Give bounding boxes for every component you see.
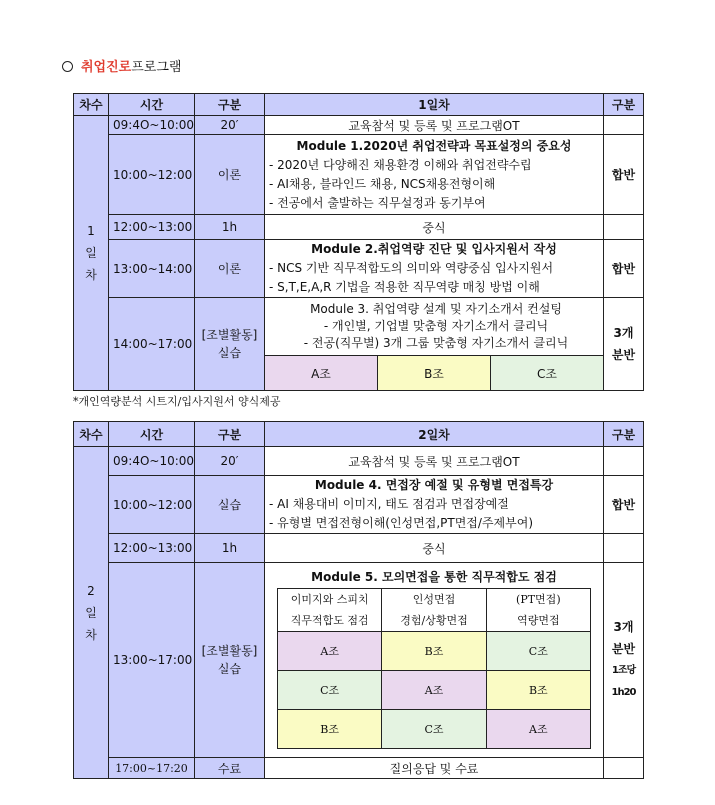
module-item: - AI채용, 블라인드 채용, NCS채용전형이해 xyxy=(269,176,496,191)
time-cell: 09:4O~10:00 xyxy=(109,447,195,476)
group-cell xyxy=(604,447,644,476)
table-row xyxy=(74,298,644,391)
mock-interview-table xyxy=(277,588,591,749)
title-highlight: 취업진로 xyxy=(81,60,132,75)
gubun-cell: 수료 xyxy=(195,758,265,779)
group-c-cell: C조 xyxy=(490,356,603,390)
gubun-cell: [조별활동] 실습 xyxy=(195,563,265,758)
group-cell: 합반 xyxy=(604,240,644,298)
group-b-cell: B조 xyxy=(377,356,490,390)
inner-head: 이미지와 스피치 직무적합도 점검 xyxy=(278,588,382,631)
gubun-cell: 20′ xyxy=(195,447,265,476)
table-row xyxy=(74,116,644,135)
col-group: 구분 xyxy=(604,94,644,116)
group-c-cell: C조 xyxy=(382,709,486,748)
gubun-cell: [조별활동] 실습 xyxy=(195,298,265,391)
time-cell: 12:00~13:00 xyxy=(109,534,195,563)
group-cell xyxy=(604,534,644,563)
table-row xyxy=(74,476,644,534)
day1-schedule-table xyxy=(73,93,644,391)
col-group: 구분 xyxy=(604,422,644,447)
day2-schedule-table xyxy=(73,421,644,779)
table-row xyxy=(74,240,644,298)
table-row xyxy=(74,534,644,563)
gubun-cell: 이론 xyxy=(195,135,265,215)
col-time: 시간 xyxy=(109,422,195,447)
gubun-cell: 실습 xyxy=(195,476,265,534)
group-c-cell: C조 xyxy=(278,670,382,709)
gubun-cell: 1h xyxy=(195,534,265,563)
time-cell: 10:00~12:00 xyxy=(109,476,195,534)
group-cell: 3개 분반 xyxy=(604,298,644,391)
module-heading: Module 1.2020년 취업전략과 목표설정의 중요성 xyxy=(296,138,572,153)
module-item: - 유형별 면접전형이해(인성면접,PT면접/주제부여) xyxy=(269,516,533,530)
title-rest: 프로그램 xyxy=(131,60,182,75)
table-row xyxy=(74,447,644,476)
group-cell: 3개 분반 1조당 1h20 xyxy=(604,563,644,758)
module-item: - NCS 기반 직무적합도의 의미와 역량중심 입사지원서 xyxy=(269,261,554,275)
group-b-cell: B조 xyxy=(486,670,590,709)
module-cell xyxy=(265,563,604,758)
footnote: *개인역량분석 시트지/입사지원서 양식제공 xyxy=(73,395,281,408)
table-row xyxy=(74,563,644,758)
time-cell: 10:00~12:00 xyxy=(109,135,195,215)
module-item: - 개인별, 기업별 맞춤형 자기소개서 클리닉 xyxy=(323,319,549,333)
col-day-title: 1일차 xyxy=(265,94,604,116)
module-cell xyxy=(265,135,604,215)
group-cell xyxy=(604,116,644,135)
module-item: - 전공(직무별) 3개 그룹 맞춤형 자기소개서 클리닉 xyxy=(303,336,569,350)
content-cell: 질의응답 및 수료 xyxy=(265,758,604,779)
group-cell xyxy=(604,758,644,779)
content-cell: 교육참석 및 등록 및 프로그램OT xyxy=(265,447,604,476)
module-cell xyxy=(265,298,604,391)
time-cell: 13:00~14:00 xyxy=(109,240,195,298)
module-item: - S,T,E,A,R 기법을 적용한 직무역량 매칭 방법 이해 xyxy=(269,280,540,294)
group-cell xyxy=(604,215,644,240)
inner-head: (PT면접) 역량면접 xyxy=(486,588,590,631)
col-chasu: 차수 xyxy=(74,422,109,447)
group-b-cell: B조 xyxy=(382,631,486,670)
table-row xyxy=(74,135,644,215)
module-item: - 2020년 다양해진 채용환경 이해와 취업전략수립 xyxy=(269,157,532,172)
inner-head: 인성면접 경험/상황면접 xyxy=(382,588,486,631)
inner-row xyxy=(278,670,591,709)
module-item: - AI 채용대비 이미지, 태도 점검과 면접장예절 xyxy=(269,497,509,511)
module-cell xyxy=(265,240,604,298)
module-heading: Module 4. 면접장 예절 및 유형별 면접특강 xyxy=(314,478,554,492)
table-row xyxy=(74,758,644,779)
gubun-cell: 1h xyxy=(195,215,265,240)
module-heading: Module 3. 취업역량 설계 및 자기소개서 컨설팅 xyxy=(310,302,562,316)
inner-header-row xyxy=(278,588,591,631)
circle-bullet-icon xyxy=(62,61,73,72)
inner-row xyxy=(278,709,591,748)
group-b-cell: B조 xyxy=(278,709,382,748)
group-cell: 합반 xyxy=(604,476,644,534)
time-cell: 12:00~13:00 xyxy=(109,215,195,240)
col-chasu: 차수 xyxy=(74,94,109,116)
group-a-cell: A조 xyxy=(265,356,377,390)
inner-row xyxy=(278,631,591,670)
table-header-row xyxy=(74,94,644,116)
gubun-cell: 이론 xyxy=(195,240,265,298)
module-item: - 전공에서 출발하는 직무설정과 동기부여 xyxy=(269,195,486,210)
chasu-cell: 1 일 차 xyxy=(74,116,109,391)
col-day-title: 2일차 xyxy=(265,422,604,447)
col-gubun: 구분 xyxy=(195,94,265,116)
group-a-cell: A조 xyxy=(382,670,486,709)
content-cell: 중식 xyxy=(265,215,604,240)
group-c-cell: C조 xyxy=(486,631,590,670)
content-cell: 교육참석 및 등록 및 프로그램OT xyxy=(265,116,604,135)
module-heading: Module 5. 모의면접을 통한 직무적합도 점검 xyxy=(311,569,557,584)
content-cell: 중식 xyxy=(265,534,604,563)
module-cell xyxy=(265,476,604,534)
time-cell: 17:00~17:20 xyxy=(109,758,195,779)
group-cell: 합반 xyxy=(604,135,644,215)
table-header-row xyxy=(74,422,644,447)
group-a-cell: A조 xyxy=(278,631,382,670)
time-cell: 14:00~17:00 xyxy=(109,298,195,391)
group-a-cell: A조 xyxy=(486,709,590,748)
gubun-cell: 20′ xyxy=(195,116,265,135)
col-time: 시간 xyxy=(109,94,195,116)
group-strip xyxy=(265,355,603,390)
col-gubun: 구분 xyxy=(195,422,265,447)
module-heading: Module 2.취업역량 진단 및 입사지원서 작성 xyxy=(311,242,557,256)
page-title xyxy=(62,56,181,75)
time-cell: 09:4O~10:00 xyxy=(109,116,195,135)
time-cell: 13:00~17:00 xyxy=(109,563,195,758)
table-row xyxy=(74,215,644,240)
chasu-cell: 2 일 차 xyxy=(74,447,109,779)
